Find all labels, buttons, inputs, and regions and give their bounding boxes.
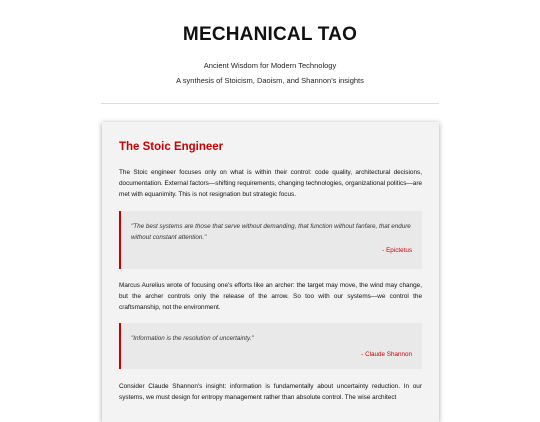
quote-text: "The best systems are those that serve without demanding, that function without fanfare, that endure without constant attention."	[131, 222, 411, 241]
quote-attribution: - Epictetus	[382, 246, 412, 254]
header-divider	[101, 103, 439, 104]
quote-text: "Information is the resolution of uncertainty."	[131, 335, 254, 343]
site-subtagline: A synthesis of Stoicism, Daoism, and Shannon's insights	[176, 76, 364, 85]
site-tagline: Ancient Wisdom for Modern Technology	[203, 61, 337, 70]
site-title: MECHANICAL TAO	[182, 24, 358, 45]
site-header	[0, 0, 540, 104]
quote-attribution: - Claude Shannon	[361, 351, 412, 359]
paragraph-2: Marcus Aurelius wrote of focusing one's efforts like an archer: the target may move, the wind may change, but the archer controls only the release of the arrow. So too with our systems—we control the craftsmanship, not the environment.	[119, 281, 422, 312]
paragraph-3: Consider Claude Shannon's insight: information is fundamentally about uncertainty reduction. In our systems, we must design for entropy management rather than absolute control. The wise architect	[119, 383, 422, 402]
section-title: The Stoic Engineer	[119, 141, 224, 153]
article-card	[102, 122, 439, 422]
blockquote-shannon	[119, 323, 422, 369]
blockquote-epictetus	[119, 211, 422, 269]
paragraph-1: The Stoic engineer focuses only on what is within their control: code quality, architectural decisions, documentation. External factors—shifting requirements, changing technologies, organizational politics—are met with equanimity. This is not resignation but strategic focus.	[119, 169, 423, 199]
